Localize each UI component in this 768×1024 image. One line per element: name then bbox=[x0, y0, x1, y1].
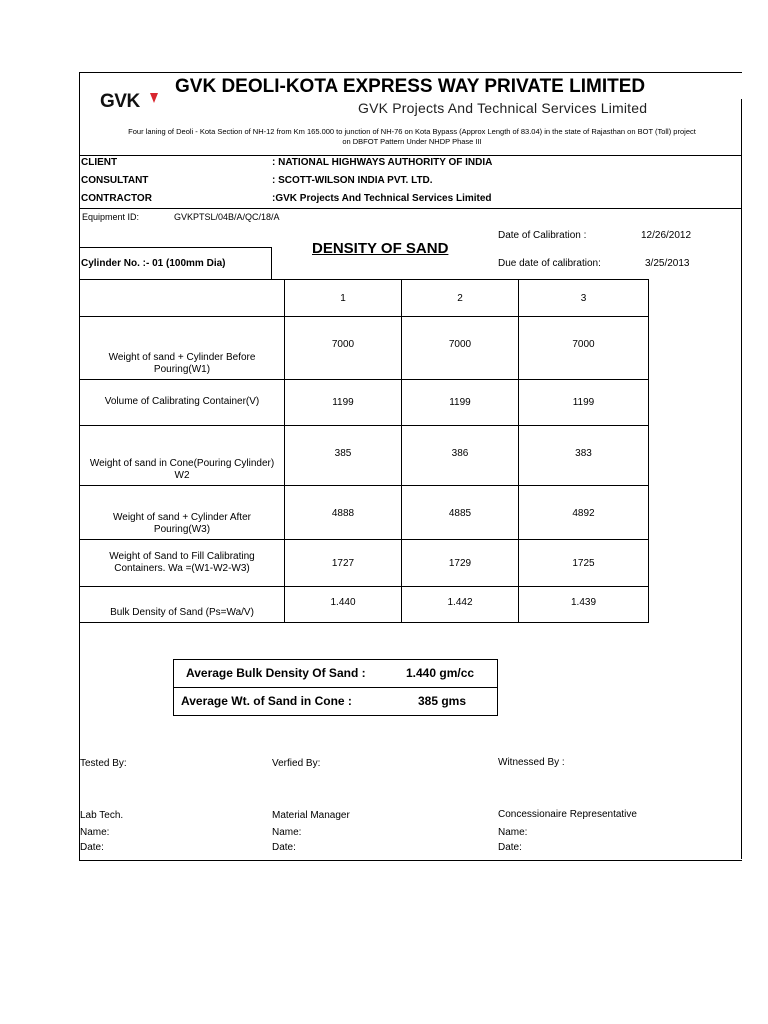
concessionaire-title: Concessionaire Representative bbox=[498, 809, 637, 820]
column-header: 2 bbox=[402, 280, 519, 317]
name-label-1: Name: bbox=[80, 827, 110, 838]
info-divider bbox=[79, 208, 742, 209]
contractor-value: :GVK Projects And Technical Services Limited bbox=[272, 193, 492, 204]
name-label-3: Name: bbox=[498, 827, 528, 838]
header-blank-cell bbox=[80, 280, 285, 317]
table-cell: 1725 bbox=[519, 540, 649, 587]
company-title: GVK DEOLI-KOTA EXPRESS WAY PRIVATE LIMITED bbox=[175, 76, 646, 97]
column-header: 3 bbox=[519, 280, 649, 317]
avg-density-row bbox=[174, 660, 497, 688]
avg-cone-row bbox=[174, 688, 497, 716]
document-title: DENSITY OF SAND bbox=[312, 240, 449, 257]
equipment-value: GVKPTSL/04B/A/QC/18/A bbox=[174, 212, 280, 222]
project-line-1: Four laning of Deoli - Kota Section of NH-12 from Km 165.000 to junction of NH-76 on Kota Bypass (Approx Length of 83.04) in the state of Rajasthan on BOT (Toll) project bbox=[128, 127, 696, 136]
table-cell: 7000 bbox=[285, 317, 402, 380]
calibration-date-value: 12/26/2012 bbox=[641, 230, 692, 241]
table-cell: 1727 bbox=[285, 540, 402, 587]
client-label: CLIENT bbox=[81, 157, 118, 168]
consultant-label: CONSULTANT bbox=[81, 175, 149, 186]
table-cell: 386 bbox=[402, 426, 519, 486]
due-date-label: Due date of calibration: bbox=[498, 258, 601, 269]
row-label: Weight of sand + Cylinder After Pouring(W3) bbox=[80, 486, 285, 540]
table-cell: 4888 bbox=[285, 486, 402, 540]
consultant-value: : SCOTT-WILSON INDIA PVT. LTD. bbox=[272, 175, 433, 186]
table-cell: 1199 bbox=[402, 380, 519, 426]
table-row bbox=[80, 317, 649, 380]
table-row bbox=[80, 540, 649, 587]
calibration-date-label: Date of Calibration : bbox=[498, 230, 587, 241]
table-cell: 1.439 bbox=[519, 587, 649, 623]
logo-mark-icon bbox=[100, 89, 162, 117]
table-header-row bbox=[80, 280, 649, 317]
equipment-label: Equipment ID: bbox=[82, 212, 140, 222]
table-cell: 7000 bbox=[402, 317, 519, 380]
client-value: : NATIONAL HIGHWAYS AUTHORITY OF INDIA bbox=[272, 157, 493, 168]
tested-by-label: Tested By: bbox=[80, 758, 127, 769]
row-label: Weight of Sand to Fill Calibrating Containers. Wa =(W1-W2-W3) bbox=[80, 540, 285, 587]
avg-cone-value: 385 gms bbox=[418, 694, 467, 708]
avg-cone-label: Average Wt. of Sand in Cone : bbox=[181, 694, 352, 708]
logo-text: GVK bbox=[100, 91, 140, 112]
table-cell: 385 bbox=[285, 426, 402, 486]
row-label: Volume of Calibrating Container(V) bbox=[80, 380, 285, 426]
name-label-2: Name: bbox=[272, 827, 302, 838]
gvk-logo bbox=[100, 89, 162, 117]
table-cell: 1.442 bbox=[402, 587, 519, 623]
header-divider bbox=[79, 155, 742, 156]
company-subtitle: GVK Projects And Technical Services Limited bbox=[358, 100, 648, 116]
right-border bbox=[741, 99, 742, 859]
verified-by-label: Verfied By: bbox=[272, 758, 321, 769]
summary-box bbox=[173, 659, 498, 716]
row-label: Weight of sand in Cone(Pouring Cylinder) W2 bbox=[80, 426, 285, 486]
table-row bbox=[80, 587, 649, 623]
table-row bbox=[80, 426, 649, 486]
row-label: Weight of sand + Cylinder Before Pouring(W1) bbox=[80, 317, 285, 380]
material-manager-title: Material Manager bbox=[272, 810, 350, 821]
table-row bbox=[80, 486, 649, 540]
row-label: Bulk Density of Sand (Ps=Wa/V) bbox=[80, 587, 285, 623]
lab-tech-title: Lab Tech. bbox=[80, 810, 124, 821]
table-cell: 4885 bbox=[402, 486, 519, 540]
project-line-2: on DBFOT Pattern Under NHDP Phase III bbox=[342, 137, 482, 146]
due-date-value: 3/25/2013 bbox=[645, 258, 690, 269]
avg-density-value: 1.440 gm/cc bbox=[406, 666, 475, 680]
avg-density-label: Average Bulk Density Of Sand : bbox=[186, 666, 366, 680]
cylinder-label: Cylinder No. :- 01 (100mm Dia) bbox=[81, 258, 226, 269]
table-cell: 1729 bbox=[402, 540, 519, 587]
table-cell: 383 bbox=[519, 426, 649, 486]
table-cell: 7000 bbox=[519, 317, 649, 380]
column-header: 1 bbox=[285, 280, 402, 317]
density-table bbox=[79, 279, 649, 623]
table-row bbox=[80, 380, 649, 426]
date-label-3: Date: bbox=[498, 842, 522, 853]
table-cell: 1199 bbox=[519, 380, 649, 426]
date-label-1: Date: bbox=[80, 842, 104, 853]
table-cell: 4892 bbox=[519, 486, 649, 540]
date-label-2: Date: bbox=[272, 842, 296, 853]
witnessed-by-label: Witnessed By : bbox=[498, 757, 565, 768]
contractor-label: CONTRACTOR bbox=[81, 193, 152, 204]
table-cell: 1199 bbox=[285, 380, 402, 426]
project-description bbox=[82, 127, 742, 147]
cylinder-box bbox=[79, 247, 272, 280]
table-cell: 1.440 bbox=[285, 587, 402, 623]
